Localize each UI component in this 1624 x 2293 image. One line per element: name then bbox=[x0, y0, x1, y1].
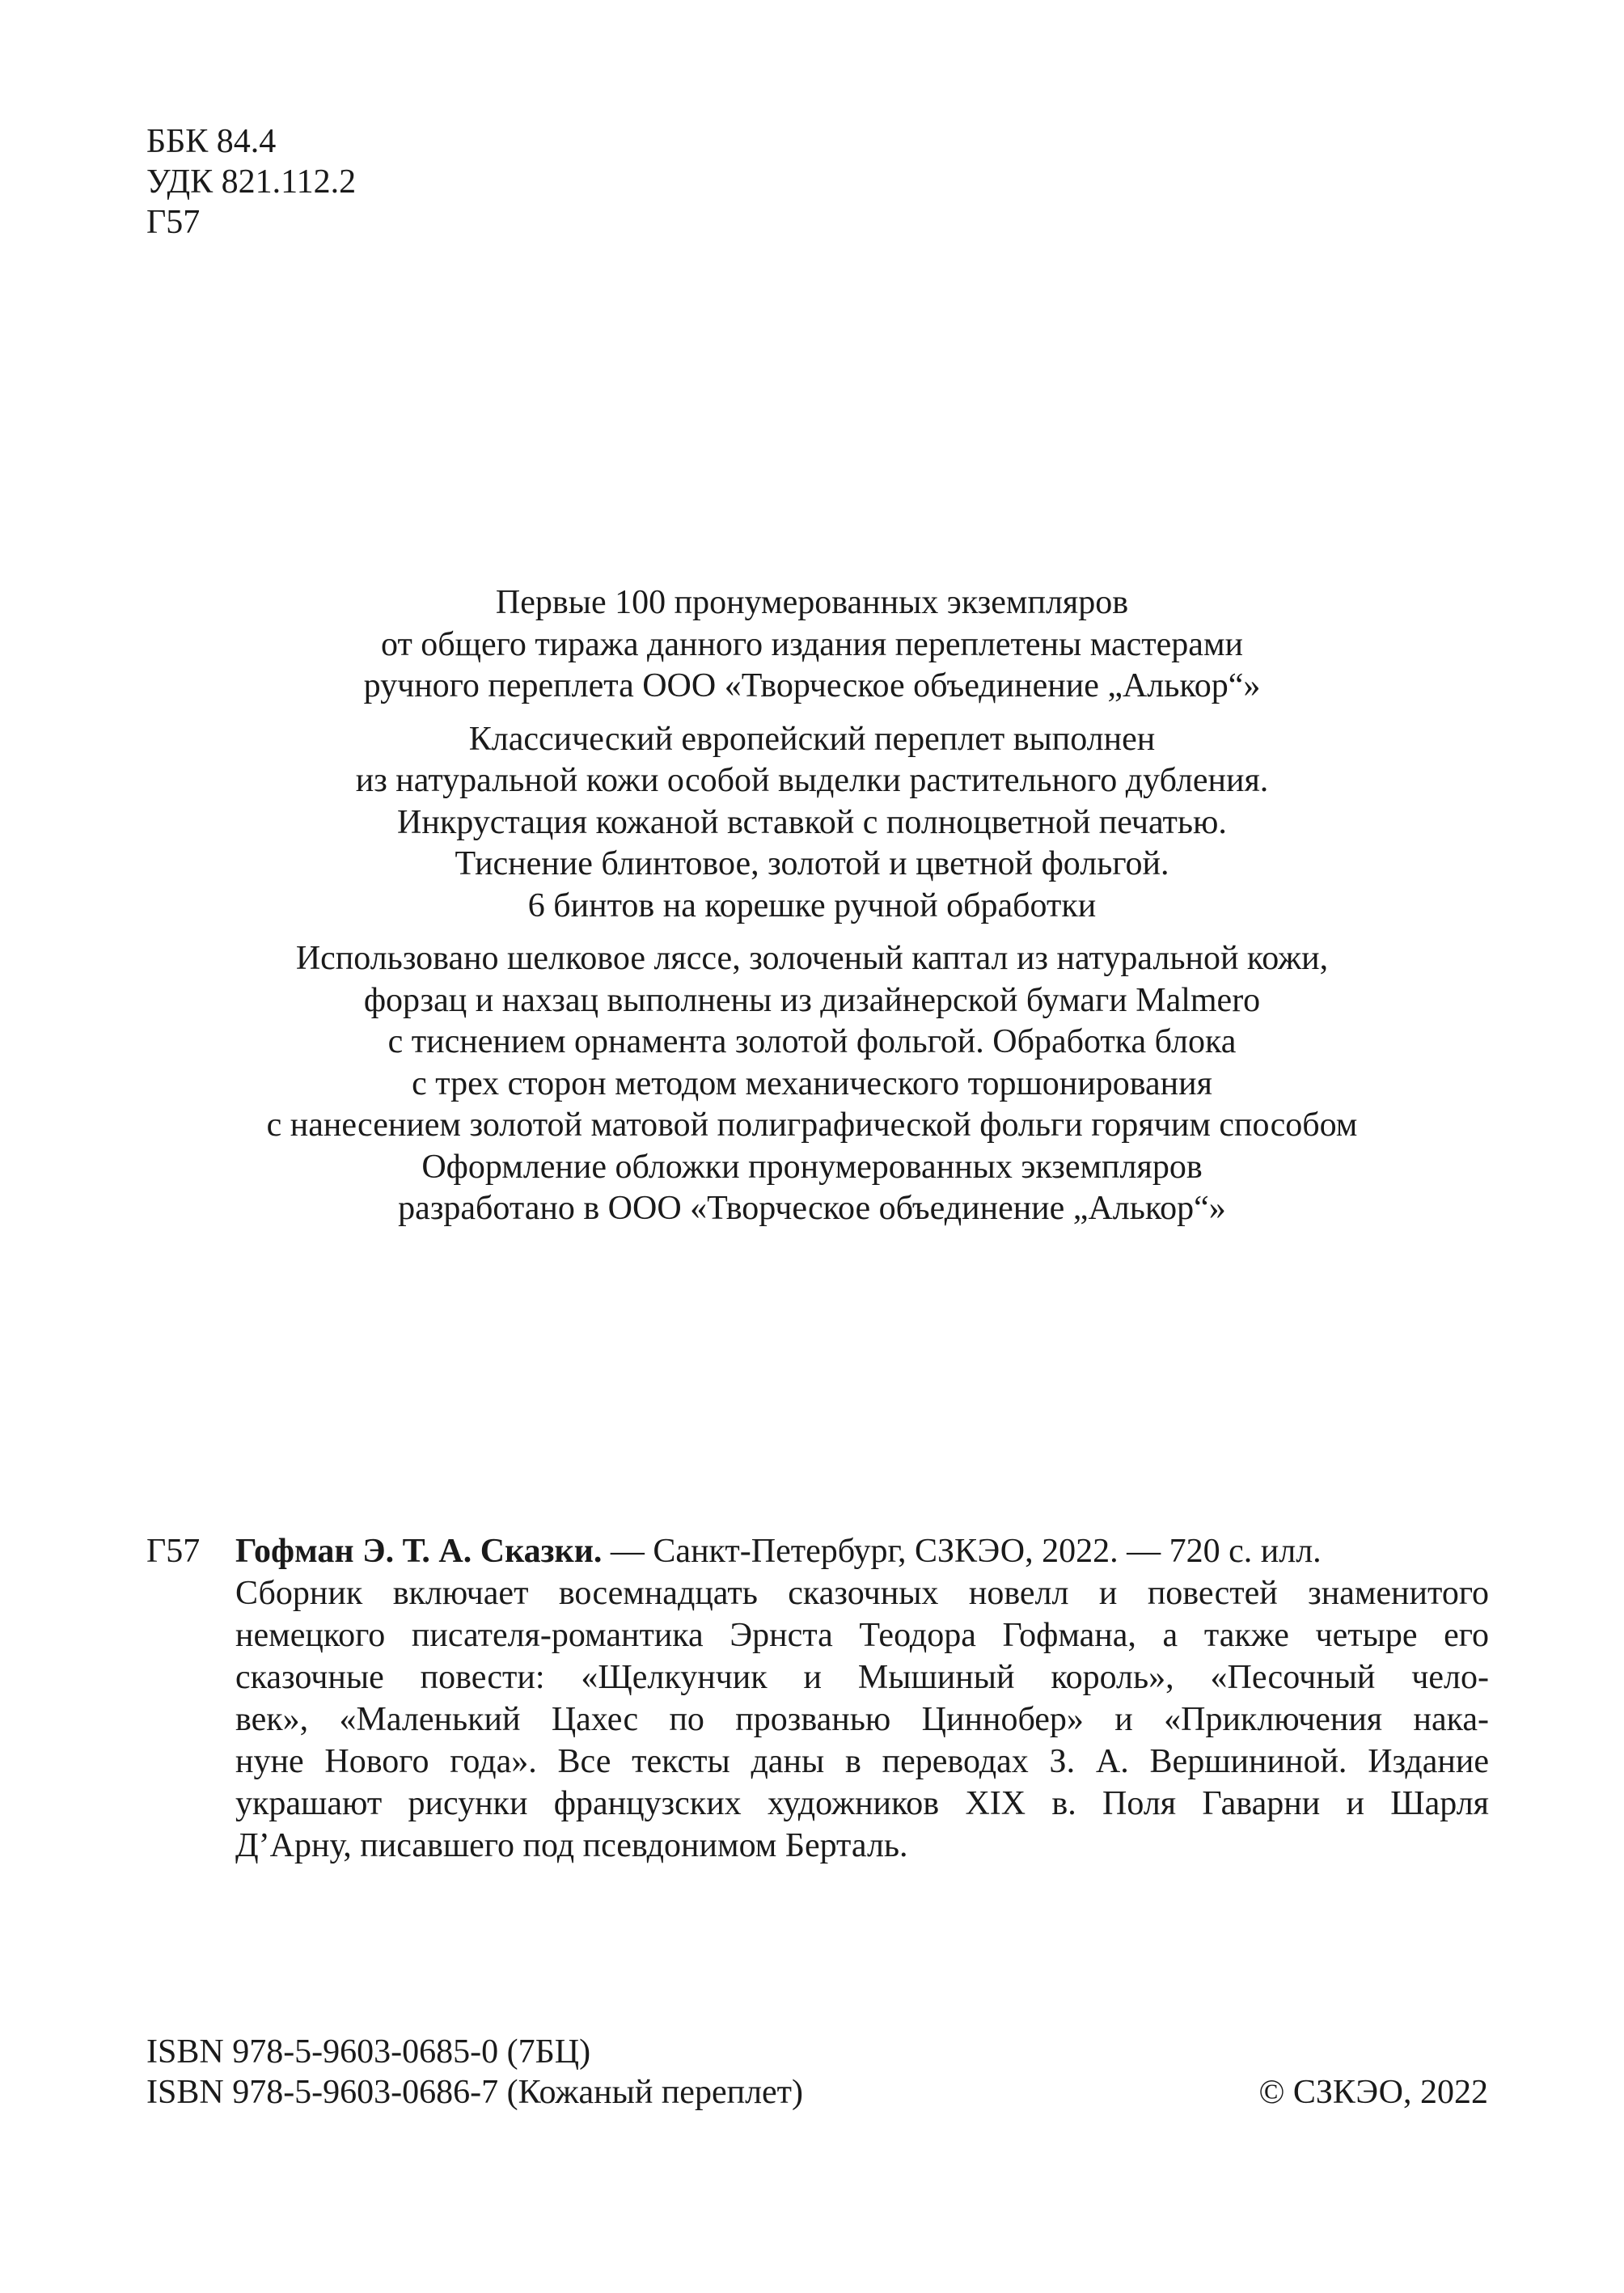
binding-line: Оформление обложки пронумерованных экземпляров bbox=[421, 1148, 1203, 1186]
book-imprint: — Санкт-Петербург, СЗКЭО, 2022. — 720 с. илл. bbox=[602, 1533, 1322, 1570]
binding-line: с трех сторон методом механического торшонирования bbox=[412, 1064, 1212, 1102]
binding-paragraph bbox=[0, 582, 1624, 708]
annotation-body bbox=[235, 1530, 1489, 1867]
annotation-line: Д’Арну, писавшего под псевдонимом Берталь. bbox=[235, 1827, 908, 1864]
annotation-line: нуне Нового года». Все тексты даны в переводах З. А. Вершининой. Издание bbox=[235, 1743, 1489, 1780]
isbn-block bbox=[146, 2032, 803, 2113]
binding-line: с нанесением золотой матовой полиграфической фольги горячим способом bbox=[266, 1106, 1358, 1144]
annotation-heading bbox=[235, 1530, 1489, 1572]
annotation-line: сказочные повести: «Щелкунчик и Мышиный король», «Песочный чело- bbox=[235, 1659, 1489, 1696]
binding-line: из натуральной кожи особой выделки растительного дубления. bbox=[355, 762, 1269, 799]
annotation-code: Г57 bbox=[146, 1533, 201, 1570]
bbk-code: ББК 84.4 bbox=[146, 123, 277, 160]
isbn-line: ISBN 978-5-9603-0685-0 (7БЦ) bbox=[146, 2033, 591, 2071]
copyright-notice: © СЗКЭО, 2022 bbox=[1258, 2074, 1488, 2111]
binding-line: Использовано шелковое ляссе, золоченый каптал из натуральной кожи, bbox=[295, 940, 1329, 977]
binding-paragraph bbox=[0, 719, 1624, 928]
binding-line: Инкрустация кожаной вставкой с полноцветной печатью. bbox=[397, 803, 1227, 841]
binding-notes bbox=[0, 582, 1624, 1242]
author-mark: Г57 bbox=[146, 204, 201, 241]
binding-line: Первые 100 пронумерованных экземпляров bbox=[495, 584, 1129, 621]
annotation-line: украшают рисунки французских художников XIX в. Поля Гаварни и Шарля bbox=[235, 1785, 1489, 1822]
udk-code: УДК 821.112.2 bbox=[146, 163, 357, 201]
binding-line: от общего тиража данного издания переплетены мастерами bbox=[381, 625, 1243, 663]
annotation-line: немецкого писателя-романтика Эрнста Теодора Гофмана, а также четыре его bbox=[235, 1617, 1489, 1654]
classification-block bbox=[146, 121, 356, 243]
annotation-line: Сборник включает восемнадцать сказочных новелл и повестей знаменитого bbox=[235, 1575, 1489, 1612]
annotation-line: век», «Маленький Цахес по прозванью Циннобер» и «Приключения нака- bbox=[235, 1701, 1489, 1738]
binding-line: Тиснение блинтовое, золотой и цветной фольгой. bbox=[455, 845, 1169, 882]
book-title: Гофман Э. Т. А. Сказки. bbox=[235, 1533, 603, 1570]
binding-line: разработано в ООО «Творческое объединение „Алькор“» bbox=[398, 1190, 1226, 1227]
isbn-line: ISBN 978-5-9603-0686-7 (Кожаный переплет) bbox=[146, 2074, 804, 2111]
binding-line: с тиснением орнамента золотой фольгой. Обработка блока bbox=[387, 1023, 1237, 1060]
binding-line: Классический европейский переплет выполнен bbox=[468, 720, 1156, 758]
binding-line: 6 бинтов на корешке ручной обработки bbox=[527, 886, 1097, 924]
binding-line: форзац и нахзац выполнены из дизайнерской бумаги Malmero bbox=[363, 981, 1261, 1019]
binding-line: ручного переплета ООО «Творческое объединение „Алькор“» bbox=[363, 667, 1261, 704]
binding-paragraph bbox=[0, 938, 1624, 1230]
